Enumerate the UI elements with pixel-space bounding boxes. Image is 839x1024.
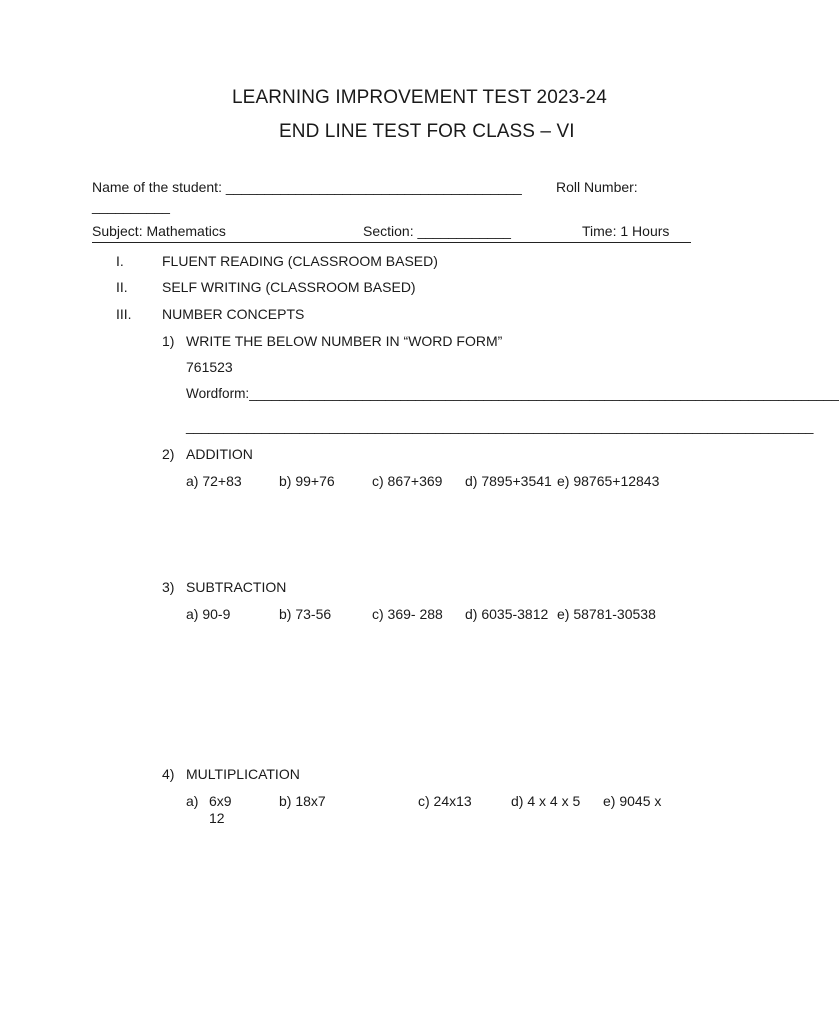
problem-item: d) 4 x 4 x 5: [511, 793, 581, 809]
header-divider: [92, 242, 691, 243]
problem-item: e) 9045 x: [603, 793, 662, 809]
roll-number-label: Roll Number:: [556, 179, 638, 195]
student-name-field: Name of the student: ______________________________________: [92, 179, 522, 195]
problem-item: a) 90-9: [186, 606, 231, 622]
section-number: III.: [116, 306, 132, 322]
question-number: 4): [162, 766, 175, 782]
section-number: I.: [116, 253, 124, 269]
question-title: MULTIPLICATION: [186, 766, 300, 782]
problem-item: c) 867+369: [372, 473, 443, 489]
problem-item: b) 99+76: [279, 473, 335, 489]
page-title: LEARNING IMPROVEMENT TEST 2023-24: [232, 87, 607, 108]
answer-blank-line: ___________________________________________________________________________________: [186, 419, 814, 434]
problem-item: d) 6035-3812: [465, 606, 549, 622]
problem-item: b) 73-56: [279, 606, 332, 622]
section-field: Section: ____________: [363, 223, 511, 239]
problem-item: c) 24x13: [418, 793, 472, 809]
section-title: NUMBER CONCEPTS: [162, 306, 305, 322]
section-title: SELF WRITING (CLASSROOM BASED): [162, 279, 416, 295]
question-number: 1): [162, 333, 175, 349]
problem-item: e) 98765+12843: [557, 473, 660, 489]
question-title: ADDITION: [186, 446, 253, 462]
given-number: 761523: [186, 359, 233, 375]
subject-label: Subject: Mathematics: [92, 223, 226, 239]
question-title: WRITE THE BELOW NUMBER IN “WORD FORM”: [186, 333, 503, 349]
problem-item: b) 18x7: [279, 793, 326, 809]
problem-item: 6x9: [209, 793, 232, 809]
roll-number-blank: __________: [92, 198, 170, 214]
problem-item-continuation: 12: [209, 810, 225, 826]
page-subtitle: END LINE TEST FOR CLASS – VI: [279, 121, 575, 142]
problem-item: d) 7895+3541: [465, 473, 552, 489]
question-number: 3): [162, 579, 175, 595]
problem-item: a) 72+83: [186, 473, 242, 489]
time-label: Time: 1 Hours: [582, 223, 670, 239]
problem-item: e) 58781-30538: [557, 606, 656, 622]
section-number: II.: [116, 279, 128, 295]
problem-item: c) 369- 288: [372, 606, 443, 622]
wordform-answer-line: Wordform:______________________________________________________________________________: [186, 386, 839, 401]
question-number: 2): [162, 446, 175, 462]
section-title: FLUENT READING (CLASSROOM BASED): [162, 253, 438, 269]
problem-item-label: a): [186, 793, 199, 809]
question-title: SUBTRACTION: [186, 579, 287, 595]
